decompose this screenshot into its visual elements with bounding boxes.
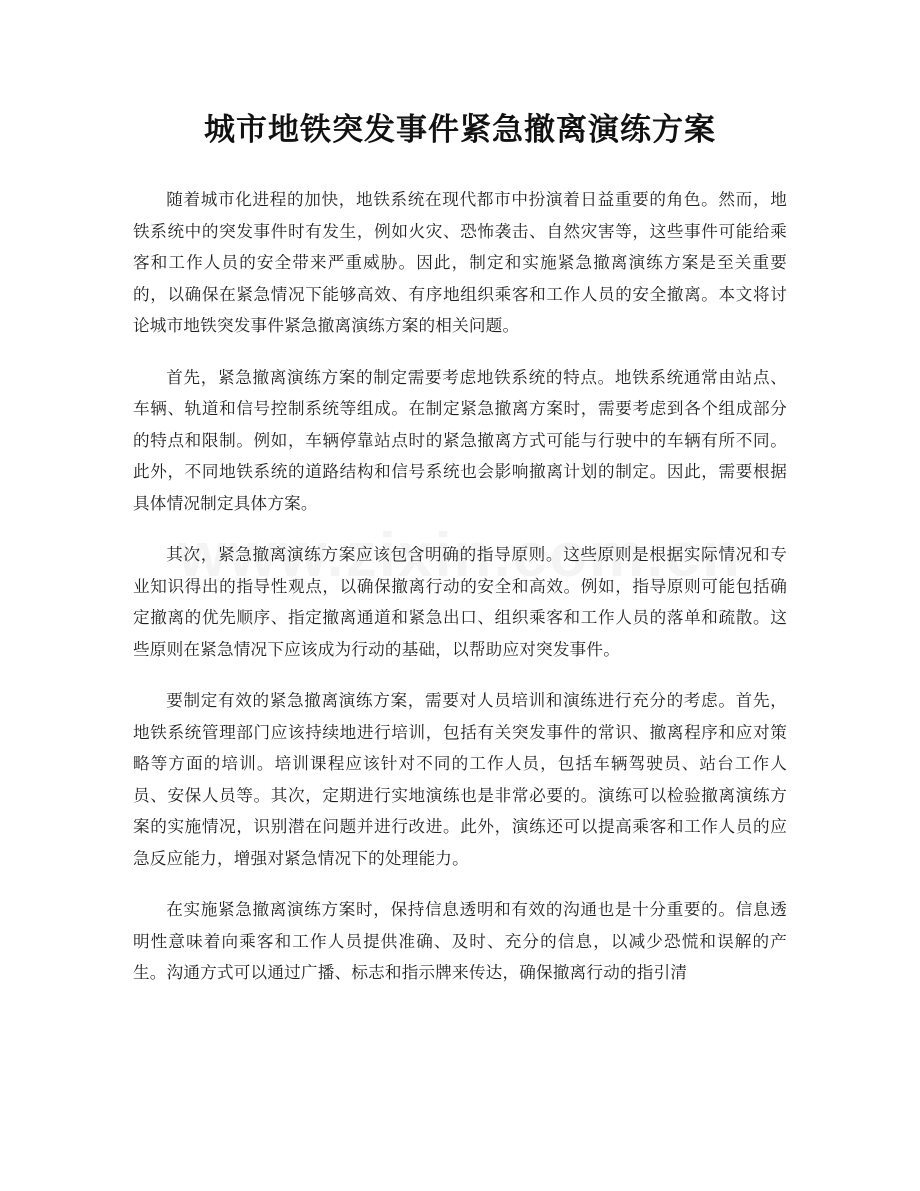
document-body <box>133 184 787 1009</box>
paragraph-4: 要制定有效的紧急撤离演练方案，需要对人员培训和演练进行充分的考虑。首先，地铁系统管理部门应该持续地进行培训，包括有关突发事件的常识、撤离程序和应对策略等方面的培训。培训课程应该针对不同的工作人员，包括车辆驾驶员、站台工作人员、安保人员等。其次，定期进行实地演练也是非常必要的。演练可以检验撤离演练方案的实施情况，识别潜在问题并进行改进。此外，演练还可以提高乘客和工作人员的应急反应能力，增强对紧急情况下的处理能力。 <box>133 691 787 868</box>
document-title: 城市地铁突发事件紧急撤离演练方案 <box>204 112 716 148</box>
paragraph-1: 随着城市化进程的加快，地铁系统在现代都市中扮演着日益重要的角色。然而，地铁系统中的突发事件时有发生，例如火灾、恐怖袭击、自然灾害等，这些事件可能给乘客和工作人员的安全带来严重威胁。因此，制定和实施紧急撤离演练方案是至关重要的，以确保在紧急情况下能够高效、有序地组织乘客和工作人员的安全撤离。本文将讨论城市地铁突发事件紧急撤离演练方案的相关问题。 <box>133 190 787 335</box>
paragraph-2: 首先，紧急撤离演练方案的制定需要考虑地铁系统的特点。地铁系统通常由站点、车辆、轨道和信号控制系统等组成。在制定紧急撤离方案时，需要考虑到各个组成部分的特点和限制。例如，车辆停靠站点时的紧急撤离方式可能与行驶中的车辆有所不同。此外，不同地铁系统的道路结构和信号系统也会影响撤离计划的制定。因此，需要根据具体情况制定具体方案。 <box>133 367 787 513</box>
paragraph-5: 在实施紧急撤离演练方案时，保持信息透明和有效的沟通也是十分重要的。信息透明性意味着向乘客和工作人员提供准确、及时、充分的信息，以减少恐慌和误解的产生。沟通方式可以通过广播、标志和指示牌来传达，确保撤离行动的指引清 <box>133 900 787 982</box>
paragraph-3: 其次，紧急撤离演练方案应该包含明确的指导原则。这些原则是根据实际情况和专业知识得出的指导性观点，以确保撤离行动的安全和高效。例如，指导原则可能包括确定撤离的优先顺序、指定撤离通道和紧急出口、组织乘客和工作人员的落单和疏散。这些原则在紧急情况下应该成为行动的基础，以帮助应对突发事件。 <box>133 545 787 659</box>
